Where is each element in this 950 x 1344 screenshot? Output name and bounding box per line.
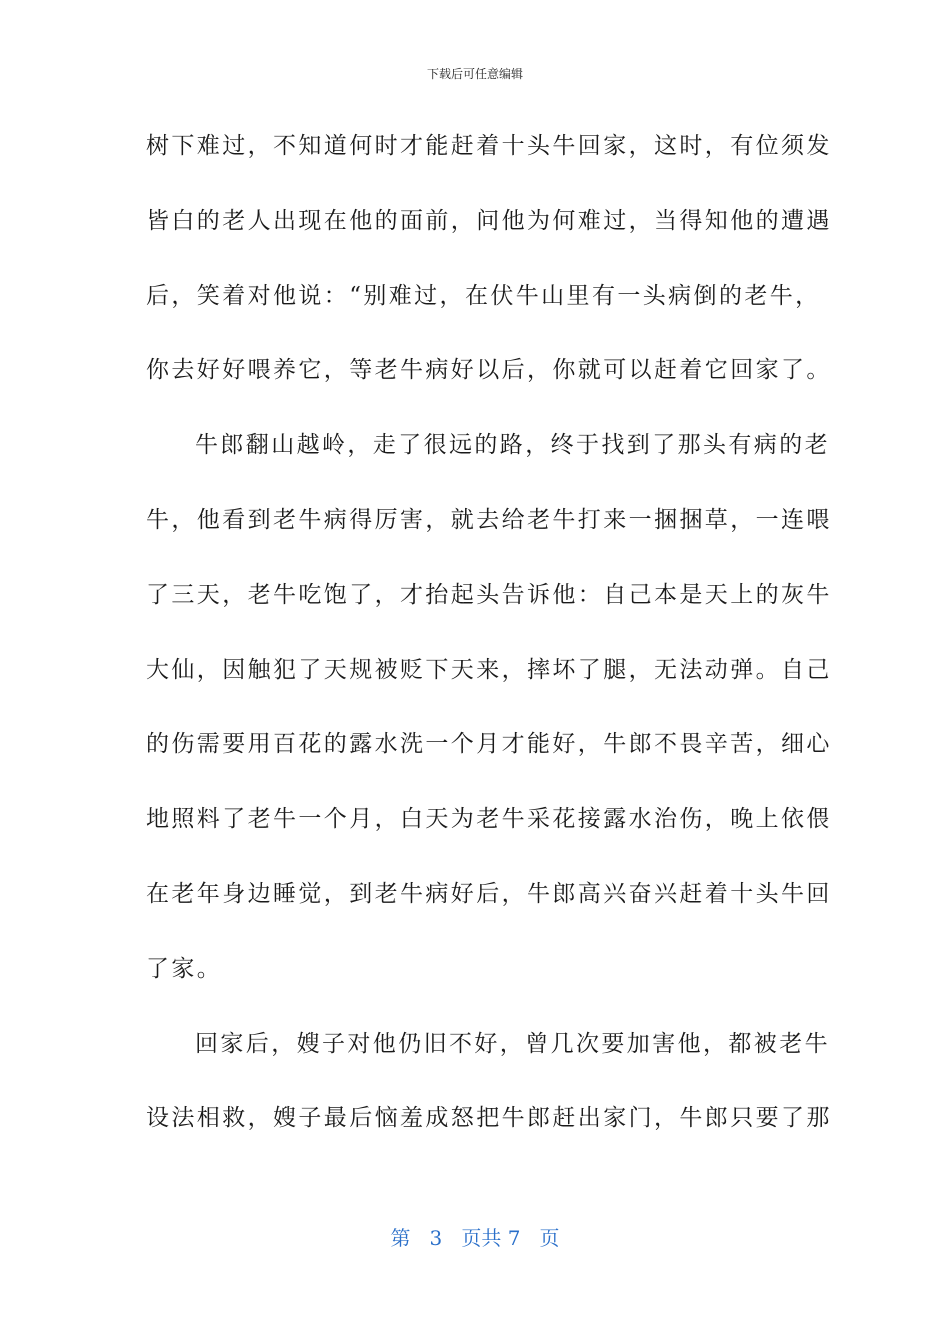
text-line: 在老年身边睡觉，到老牛病好后，牛郎高兴奋兴赶着十头牛回 [146, 880, 832, 907]
text-line: 设法相救，嫂子最后恼羞成怒把牛郎赶出家门，牛郎只要了那 [146, 1105, 832, 1132]
text-line: 皆白的老人出现在他的面前，问他为何难过，当得知他的遭遇 [146, 207, 832, 234]
page-label-suffix: 页 [539, 1226, 560, 1250]
page-label-mid: 页共 [461, 1226, 502, 1250]
text-line: 牛，他看到老牛病得厉害，就去给老牛打来一捆捆草，一连喂 [146, 506, 832, 533]
total-pages-number: 7 [507, 1226, 521, 1250]
page-header: 下载后可任意编辑 [426, 67, 523, 81]
text-line: 的伤需要用百花的露水洗一个月才能好，牛郎不畏辛苦，细心 [146, 731, 832, 758]
paragraph-start-line: 回家后，嫂子对他仍旧不好，曾几次要加害他，都被老牛 [195, 1030, 830, 1057]
document-body [146, 126, 832, 1173]
text-line: 了家。 [146, 955, 223, 982]
page-label-prefix: 第 [390, 1226, 411, 1250]
current-page-number: 3 [429, 1226, 443, 1250]
text-line: 地照料了老牛一个月，白天为老牛采花接露水治伤，晚上依偎 [146, 806, 832, 833]
page-number-footer [0, 1224, 950, 1252]
text-line: 你去好好喂养它，等老牛病好以后，你就可以赶着它回家了。 [146, 357, 832, 384]
text-line: 树下难过，不知道何时才能赶着十头牛回家，这时，有位须发 [146, 133, 832, 159]
text-line: 后，笑着对他说：“别难过，在伏牛山里有一头病倒的老牛， [146, 282, 821, 309]
text-line: 大仙，因触犯了天规被贬下天来，摔坏了腿，无法动弹。自己 [146, 656, 832, 683]
paragraph-start-line: 牛郎翻山越岭，走了很远的路，终于找到了那头有病的老 [195, 432, 830, 459]
text-line: 了三天，老牛吃饱了，才抬起头告诉他：自己本是天上的灰牛 [146, 581, 832, 608]
